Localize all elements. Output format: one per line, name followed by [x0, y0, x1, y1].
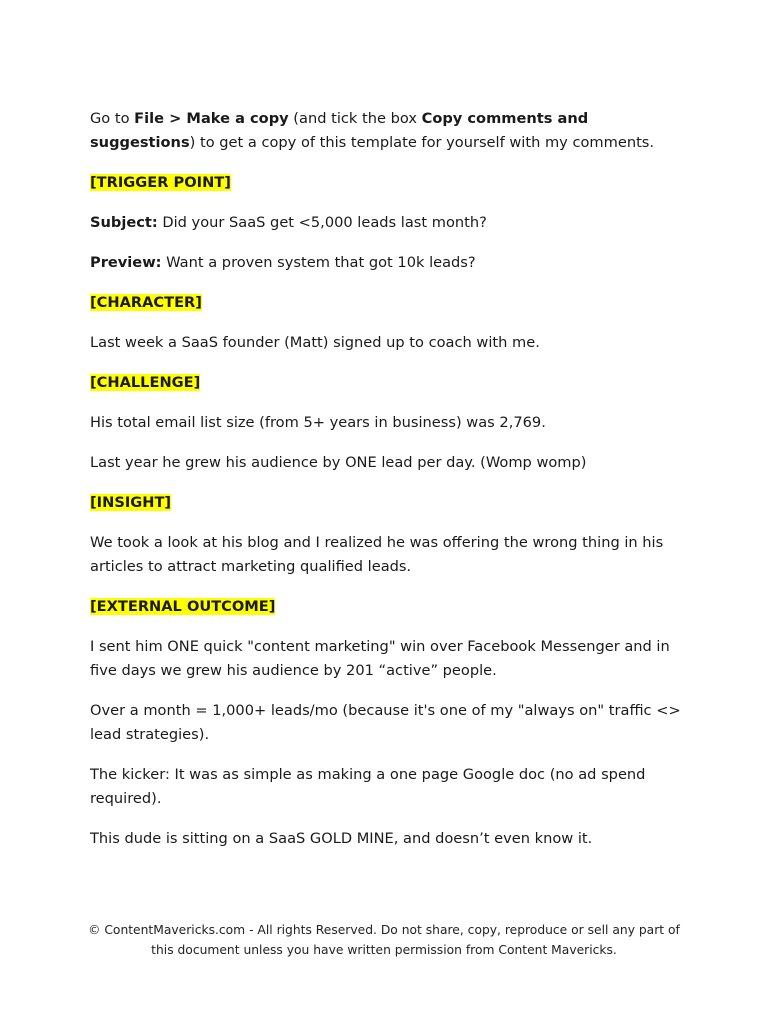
outcome-paragraph-2: Over a month = 1,000+ leads/mo (because it's one of my "always on" traffic <> lead strategies).: [90, 702, 681, 743]
subject-label: Subject:: [90, 214, 158, 231]
external-outcome-tag: [EXTERNAL OUTCOME]: [90, 598, 276, 615]
insight-heading: [90, 491, 690, 515]
challenge-heading: [90, 371, 690, 395]
intro-text-1: Go to: [90, 110, 135, 127]
challenge-tag: [CHALLENGE]: [90, 374, 201, 391]
character-tag: [CHARACTER]: [90, 294, 202, 311]
trigger-point-heading: [90, 171, 690, 195]
character-heading: [90, 291, 690, 315]
subject-line: [90, 211, 690, 235]
character-paragraph: Last week a SaaS founder (Matt) signed up to coach with me.: [90, 334, 540, 351]
challenge-paragraph-2: Last year he grew his audience by ONE lead per day. (Womp womp): [90, 454, 587, 471]
trigger-point-tag: [TRIGGER POINT]: [90, 174, 231, 191]
preview-label: Preview:: [90, 254, 162, 271]
preview-line: [90, 251, 690, 275]
subject-text: Did your SaaS get <5,000 leads last month?: [157, 214, 487, 231]
outcome-paragraph-1: I sent him ONE quick "content marketing" win over Facebook Messenger and in five days we grew his audience by 201 “active” people.: [90, 638, 670, 679]
preview-text: Want a proven system that got 10k leads?: [161, 254, 476, 271]
insight-tag: [INSIGHT]: [90, 494, 172, 511]
intro-paragraph: [90, 107, 690, 155]
make-copy-menu-path: File > Make a copy: [134, 110, 289, 127]
copy-comments-option: Copy comments and suggestions: [90, 110, 589, 151]
external-outcome-heading: [90, 595, 690, 619]
outcome-paragraph-3: The kicker: It was as simple as making a one page Google doc (no ad spend required).: [90, 766, 646, 807]
document-body: [90, 107, 690, 867]
copyright-footer: © ContentMavericks.com - All rights Reserved. Do not share, copy, reproduce or sell any part of this document unless you have written permission from Content Mavericks.: [88, 923, 680, 957]
insight-paragraph: We took a look at his blog and I realized he was offering the wrong thing in his articles to attract marketing qualified leads.: [90, 534, 664, 575]
intro-text-2: (and tick the box: [288, 110, 422, 127]
outcome-paragraph-4: This dude is sitting on a SaaS GOLD MINE, and doesn’t even know it.: [90, 830, 593, 847]
intro-text-3: ) to get a copy of this template for yourself with my comments.: [189, 134, 655, 151]
challenge-paragraph-1: His total email list size (from 5+ years in business) was 2,769.: [90, 414, 546, 431]
